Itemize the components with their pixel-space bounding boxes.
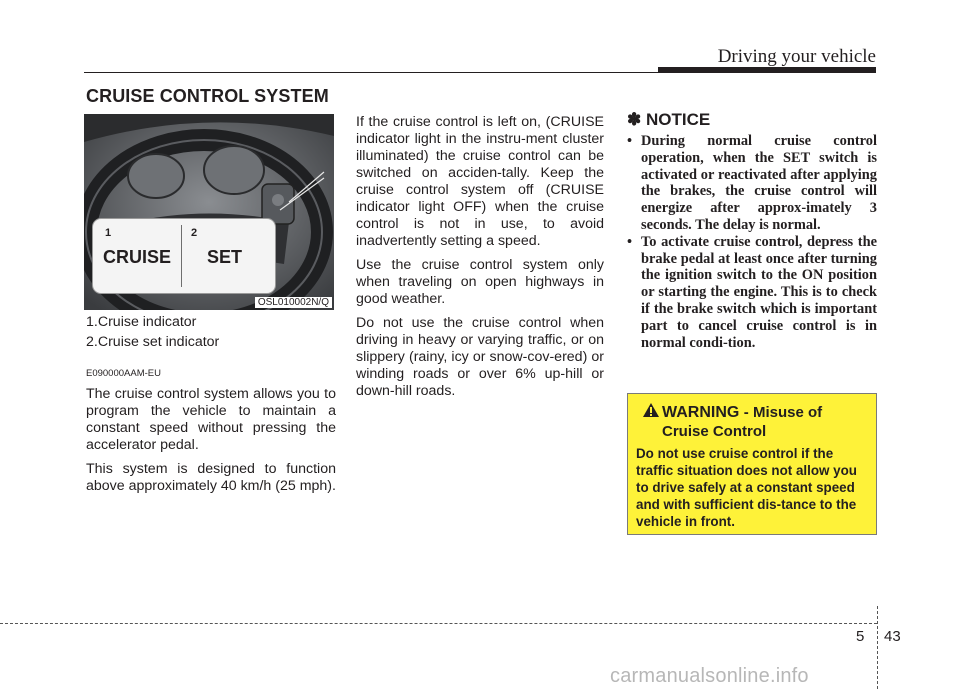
warning-body: Do not use cruise control if the traffic situation does not allow you to drive safely at a constant speed and with sufficient dis-tance to the vehicle in front. — [636, 446, 857, 529]
warning-label: WARNING — [662, 404, 740, 421]
body-paragraph: If the cruise control is left on, (CRUISE indicator light in the instru-ment cluster illuminated) the cruise control can be switched on acciden-tally. Keep the cruise control system off (CRUISE indicator light OFF) when the cruise control is not in use, to avoid inadvertently setting a speed. — [356, 114, 604, 249]
section-title: CRUISE CONTROL SYSTEM — [86, 86, 329, 106]
steering-wheel-figure — [84, 114, 334, 310]
notice-column — [627, 110, 877, 351]
warning-subheading: - Misuse of Cruise Control — [662, 404, 823, 440]
left-column — [86, 314, 336, 502]
callout-divider — [181, 225, 182, 287]
body-paragraph: The cruise control system allows you to program the vehicle to maintain a constant speed without pressing the accelerator pedal. — [86, 386, 336, 453]
page-header-title: Driving your vehicle — [717, 46, 876, 67]
middle-column — [356, 114, 604, 407]
bullet-icon: • — [627, 133, 633, 149]
warning-triangle-icon — [642, 402, 660, 418]
notice-item-text: To activate cruise control, depress the brake pedal at least once after turning the ignition switch to the ON position or starting the engine. This is to check if the brake switch which is important part to cancel cruise control is in normal condi-tion. — [641, 233, 877, 351]
page-number: 43 — [884, 628, 901, 645]
warning-heading — [662, 403, 872, 441]
callout-label-cruise: CRUISE — [103, 247, 172, 267]
footer-divider — [877, 606, 878, 689]
notice-item — [627, 234, 877, 352]
notice-item — [627, 133, 877, 234]
callout-label-set: SET — [207, 247, 243, 267]
watermark: carmanualsonline.info — [610, 665, 809, 687]
notice-item-text: During normal cruise control operation, when the SET switch is activated or reactivated after applying the brakes, the cruise control will energize after approx-imately 3 seconds. The delay is normal. — [641, 133, 877, 233]
warning-box — [627, 393, 877, 535]
body-paragraph: Do not use the cruise control when driving in heavy or varying traffic, or on slippery (rainy, icy or snow-cov-ered) or winding roads or over 6% up-hill or down-hill roads. — [356, 315, 604, 399]
caption-item: 1.Cruise indicator — [86, 314, 197, 330]
notice-list — [627, 133, 877, 351]
bullet-icon: • — [627, 233, 633, 250]
body-paragraph: This system is designed to function above approximately 40 km/h (25 mph). — [86, 461, 336, 494]
notice-title: ✽ NOTICE — [627, 110, 711, 129]
header-rule-accent — [658, 67, 876, 73]
callout-number-1: 1 — [105, 227, 112, 239]
figure-code: OSL010002N/Q — [255, 297, 332, 308]
footer-rule — [0, 623, 877, 624]
callout-number-2: 2 — [191, 227, 198, 239]
page-chapter: 5 — [856, 628, 865, 645]
body-paragraph: Use the cruise control system only when traveling on open highways in good weather. — [356, 257, 604, 307]
caption-item: 2.Cruise set indicator — [86, 334, 220, 350]
section-code: E090000AAM-EU — [86, 368, 161, 379]
header-rule — [84, 72, 664, 73]
callout-box — [92, 218, 276, 294]
